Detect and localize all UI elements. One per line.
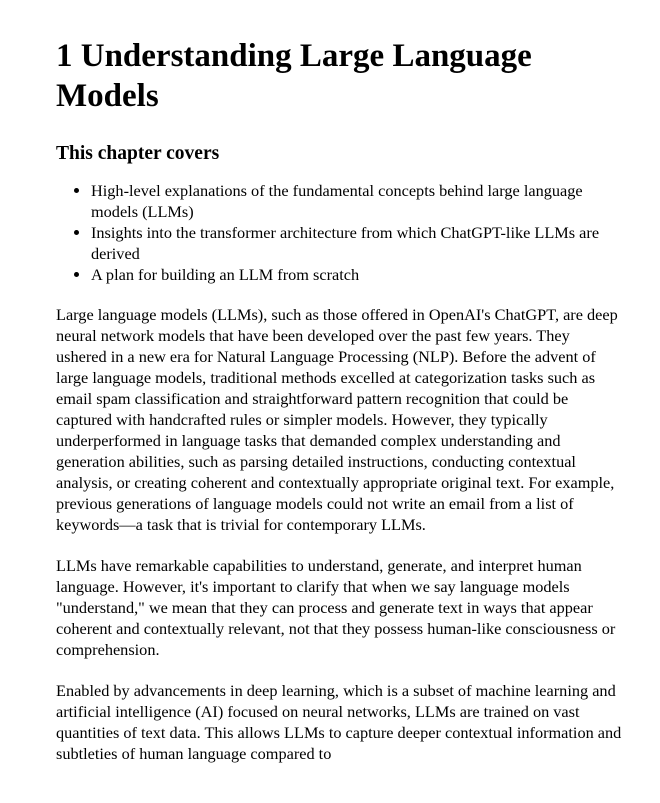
body-paragraph: Enabled by advancements in deep learning, which is a subset of machine learning and artificial intelligence (AI) focused on neural networks, LLMs are trained on vast quantities of text data. This allows LLMs to capture deeper contextual information and subtleties of human language compared to [56, 681, 622, 763]
chapter-covers-heading: This chapter covers [56, 143, 220, 164]
document-page [56, 0, 622, 764]
chapter-title: 1 Understanding Large Language Models [56, 38, 532, 114]
list-item: • Insights into the transformer architecture from which ChatGPT-like LLMs are derived [91, 222, 622, 264]
body-paragraph: LLMs have remarkable capabilities to understand, generate, and interpret human language. However, it's important to clarify that when we say language models "understand," we mean that they can process and generate text in ways that appear coherent and contextually relevant, not that they possess human-like consciousness or comprehension. [56, 556, 616, 659]
body-paragraph: Large language models (LLMs), such as those offered in OpenAI's ChatGPT, are deep neural network models that have been developed over the past few years. They ushered in a new era for Natural Language Processing (NLP). Before the advent of large language models, traditional methods excelled at categorization tasks such as email spam classification and straightforward pattern recognition that could be captured with handcrafted rules or simpler models. However, they typically underperformed in language tasks that demanded complex understanding and generation abilities, such as parsing detailed instructions, conducting contextual analysis, or creating coherent and contextually appropriate original text. For example, previous generations of language models could not write an email from a list of keywords—a task that is trivial for contemporary LLMs. [56, 305, 618, 534]
chapter-covers-list [56, 180, 622, 285]
list-item: • A plan for building an LLM from scratch [91, 264, 622, 285]
list-item: • High-level explanations of the fundamental concepts behind large language models (LLMs) [91, 180, 622, 222]
